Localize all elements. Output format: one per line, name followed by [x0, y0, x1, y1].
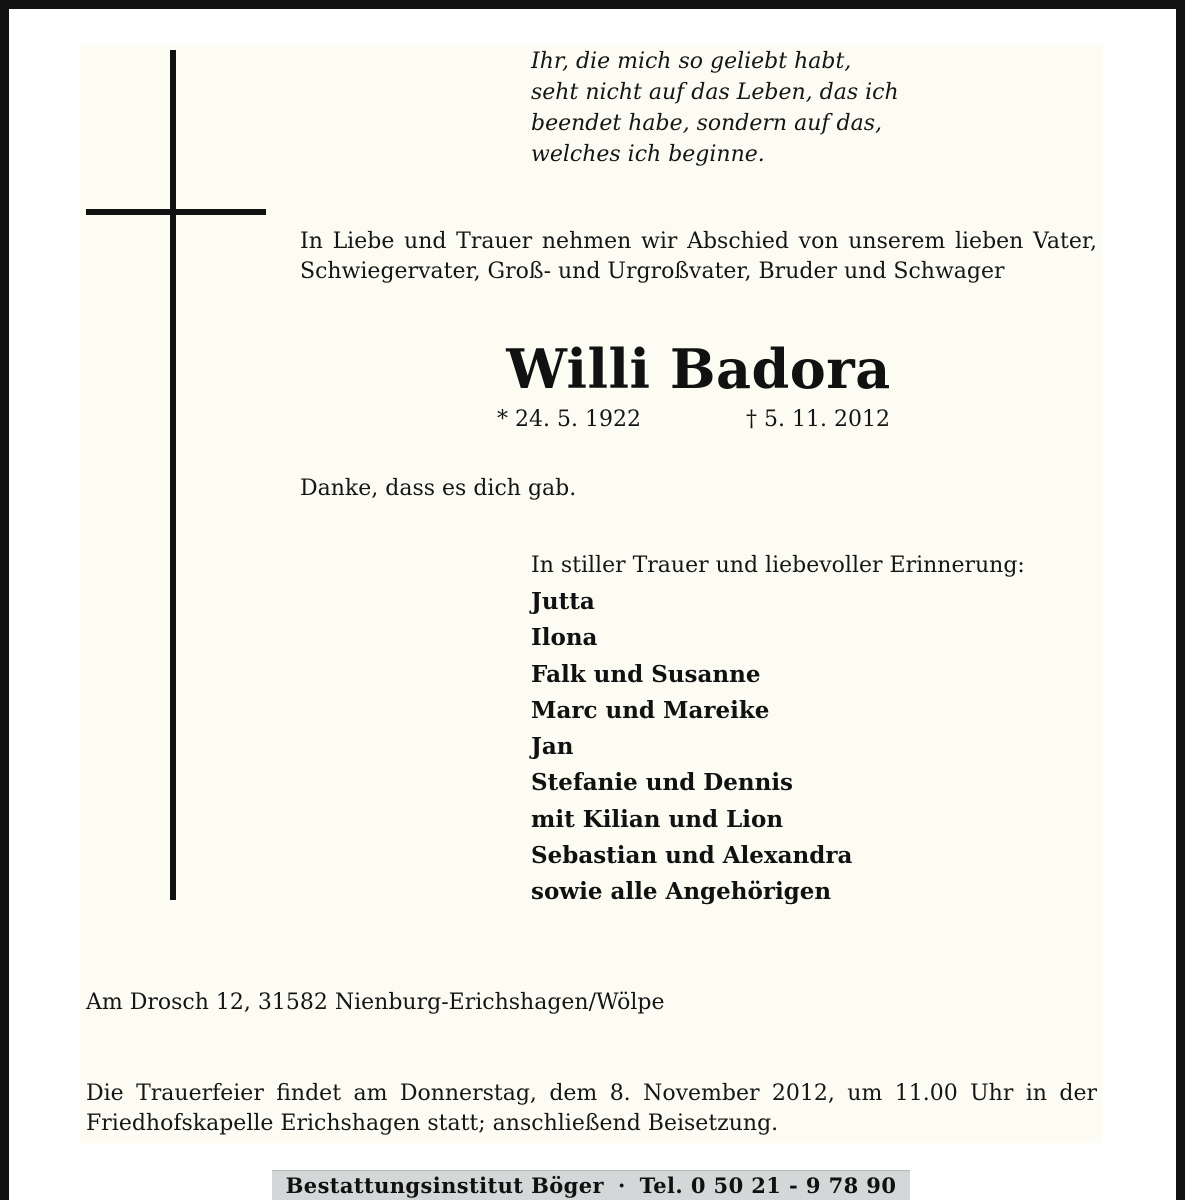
poem-line: welches ich beginne. — [531, 142, 765, 167]
mourners-intro: In stiller Trauer und liebevoller Erinnerung: — [531, 553, 1025, 578]
deceased-name: Willi Badora — [506, 337, 891, 401]
cross-vertical-bar — [170, 50, 176, 900]
mourners-list — [531, 584, 1097, 911]
cross-horizontal-bar — [86, 209, 266, 215]
poem-line: Ihr, die mich so geliebt habt, — [531, 49, 852, 74]
intro-text: In Liebe und Trauer nehmen wir Abschied von unserem lieben Vater, Schwiegervater, Groß- und Urgroßvater, Bruder und Schwager — [300, 229, 1097, 284]
mourner-name: Jutta — [531, 588, 595, 615]
mourner-name: Falk und Susanne — [531, 660, 761, 688]
mourner-name: Ilona — [531, 624, 598, 652]
mourner-name: Sebastian und Alexandra — [531, 842, 853, 870]
thanks-text: Danke, dass es dich gab. — [300, 476, 577, 501]
mourner-name: mit Kilian und Lion — [531, 805, 784, 833]
footer-bar — [272, 1170, 910, 1200]
address-text: Am Drosch 12, 31582 Nienburg-Erichshagen/Wölpe — [86, 990, 665, 1015]
poem-line: beendet habe, sondern auf das, — [531, 111, 882, 136]
funeral-home-name: Bestattungsinstitut Böger — [285, 1173, 604, 1198]
poem-quote — [531, 46, 971, 170]
funeral-home-phone: Tel. 0 50 21 - 9 78 90 — [639, 1173, 897, 1198]
mourner-name: Jan — [531, 733, 574, 761]
mourner-name: sowie alle Angehörigen — [531, 878, 832, 906]
death-date: † 5. 11. 2012 — [746, 407, 890, 432]
poem-line: seht nicht auf das Leben, das ich — [531, 80, 899, 105]
footer-separator: · — [617, 1173, 626, 1198]
mourner-name: Marc und Mareike — [531, 696, 770, 724]
birth-date: * 24. 5. 1922 — [497, 407, 641, 432]
funeral-details: Die Trauerfeier findet am Donnerstag, dem 8. November 2012, um 11.00 Uhr in der Friedhofskapelle Erichshagen statt; anschließend Beisetzung. — [86, 1081, 1097, 1136]
mourner-name: Stefanie und Dennis — [531, 769, 794, 797]
